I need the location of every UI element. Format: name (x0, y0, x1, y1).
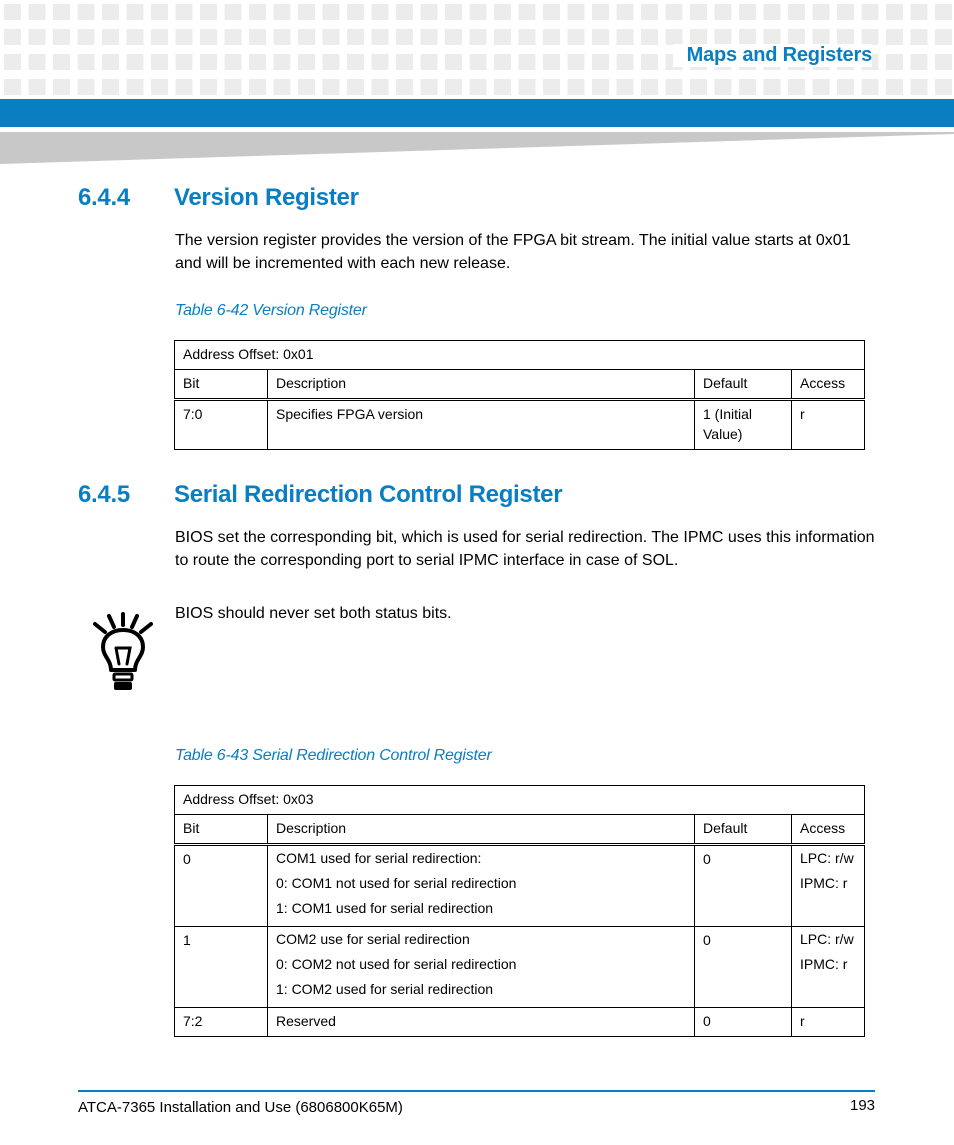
description-line: 1: COM1 used for serial redirection (276, 900, 494, 916)
column-header: Description (268, 370, 695, 400)
version-register-paragraph: The version register provides the version of the FPGA bit stream. The initial value starts at 0x01 and will be incremented with each new release. (175, 232, 851, 272)
description-cell (268, 845, 695, 927)
description-line: 0: COM1 not used for serial redirection (276, 875, 517, 891)
column-header: Access (792, 815, 865, 845)
table-address-row (175, 786, 865, 815)
description-line: COM1 used for serial redirection: (276, 850, 482, 866)
table-caption: Table 6-43 Serial Redirection Control Register (175, 747, 492, 764)
table-row (175, 1008, 865, 1037)
table-row (175, 400, 865, 450)
access-cell (792, 927, 865, 1008)
description-cell (268, 927, 695, 1008)
bit-cell: 7:2 (175, 1008, 268, 1037)
lightbulb-icon (92, 612, 154, 692)
column-header: Description (268, 815, 695, 845)
serial-redirection-paragraph: BIOS set the corresponding bit, which is used for serial redirection. The IPMC uses this information to route the corresponding port to serial IPMC interface in case of SOL. (175, 529, 875, 569)
bit-cell: 7:0 (175, 400, 268, 450)
table-caption: Table 6-42 Version Register (175, 302, 367, 319)
address-offset: Address Offset: 0x01 (175, 341, 865, 370)
section-heading-6-4-4 (78, 184, 359, 212)
access-line: r (800, 406, 805, 422)
table-header-row (175, 370, 865, 400)
page-number: 193 (850, 1097, 876, 1114)
access-line: LPC: r/w (800, 931, 854, 947)
description-line: 0: COM2 not used for serial redirection (276, 956, 517, 972)
table-row (175, 927, 865, 1008)
section-number: 6.4.4 (78, 184, 130, 211)
access-line: IPMC: r (800, 875, 848, 891)
default-cell: 0 (695, 927, 792, 1008)
access-cell (792, 1008, 865, 1037)
footer-document-title: ATCA-7365 Installation and Use (6806800K65M) (78, 1099, 403, 1116)
column-header: Bit (175, 815, 268, 845)
column-header: Default (695, 815, 792, 845)
default-cell: 0 (695, 1008, 792, 1037)
description-line: 1: COM2 used for serial redirection (276, 981, 494, 997)
section-title: Serial Redirection Control Register (174, 481, 563, 508)
default-cell: 1 (Initial Value) (695, 400, 792, 450)
table-row (175, 845, 865, 927)
description-line: Reserved (276, 1013, 336, 1029)
description-line: Specifies FPGA version (276, 406, 424, 422)
access-line: IPMC: r (800, 956, 848, 972)
default-cell: 0 (695, 845, 792, 927)
column-header: Access (792, 370, 865, 400)
access-line: r (800, 1013, 805, 1029)
bit-cell: 1 (175, 927, 268, 1008)
access-cell (792, 400, 865, 450)
header-blue-band (0, 99, 954, 127)
running-section-title: Maps and Registers (673, 44, 872, 67)
section-title: Version Register (174, 184, 359, 211)
table-address-row (175, 341, 865, 370)
footer-rule (78, 1090, 875, 1092)
note-text: BIOS should never set both status bits. (175, 605, 452, 622)
access-cell (792, 845, 865, 927)
description-cell (268, 400, 695, 450)
address-offset: Address Offset: 0x03 (175, 786, 865, 815)
access-line: LPC: r/w (800, 850, 854, 866)
column-header: Default (695, 370, 792, 400)
version-register-table (174, 340, 865, 450)
table-header-row (175, 815, 865, 845)
description-cell (268, 1008, 695, 1037)
header-grey-wedge (0, 130, 954, 164)
section-number: 6.4.5 (78, 481, 130, 508)
bit-cell: 0 (175, 845, 268, 927)
section-heading-6-4-5 (78, 481, 562, 509)
serial-redirection-table (174, 785, 865, 1037)
column-header: Bit (175, 370, 268, 400)
description-line: COM2 use for serial redirection (276, 931, 470, 947)
